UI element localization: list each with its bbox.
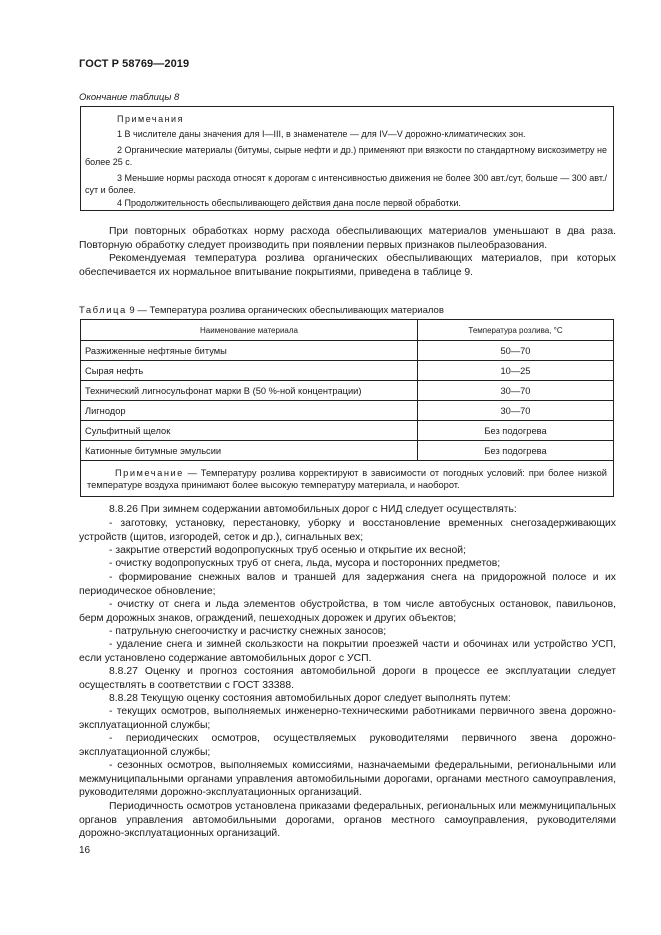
table-row — [81, 341, 614, 361]
paragraph-inspection-periodicity: Периодичность осмотров установлена приказами федеральных, региональных или межмуниципальных органов управления автомобильными дорогами, органов местного самоуправления, руководителями дорожно-эксплуатационных организаций. — [79, 801, 616, 839]
table-note-word: Примечание — [115, 467, 184, 478]
cell-material: Сульфитный щелок — [81, 421, 418, 441]
list-item: - периодических осмотров, осуществляемых руководителями первичного звена дорожно-эксплуатационной службы; — [79, 733, 616, 758]
table-continuation-caption: Окончание таблицы 8 — [79, 92, 180, 103]
table9 — [80, 319, 614, 497]
table-note-row — [81, 461, 614, 497]
list-item: - закрытие отверстий водопропускных труб осенью и открытие их весной; — [109, 545, 466, 556]
clause-8-8-28: 8.8.28 Текущую оценку состояния автомобильных дорог следует выполнять путем: — [109, 693, 511, 704]
list-item: - сезонных осмотров, выполняемых комиссиями, назначаемыми федеральными, региональными или межмуниципальными органами управления автомобильными дорогами, органами местного самоуправления, руководителями дорожно-эксплуатационных организаций. — [79, 760, 616, 798]
cell-temperature: 10—25 — [418, 361, 614, 381]
table-note-cell — [81, 461, 614, 497]
cell-material: Сырая нефть — [81, 361, 418, 381]
table-header-row — [81, 320, 614, 341]
list-item: - формирование снежных валов и траншей для задержания снега на придорожной полосе и их периодическое обновление; — [79, 572, 616, 597]
cell-material: Катионные битумные эмульсии — [81, 441, 418, 461]
list-item: - текущих осмотров, выполняемых инженерно-техническими работниками первичного звена дорожно-эксплуатационной службы; — [79, 706, 616, 731]
table9-title-text: 9 — Температура розлива органических обеспыливающих материалов — [129, 305, 444, 316]
table-row — [81, 441, 614, 461]
note-2: 2 Органические материалы (битумы, сырые нефти и др.) применяют при вязкости по стандартному вискозиметру не более 25 с. — [85, 145, 607, 167]
list-item: - заготовку, установку, перестановку, уборку и восстановление временных снегозадерживающих устройств (щитов, изгородей, сеток и др.), сигнальных вех; — [79, 518, 616, 543]
clause-8-8-27: 8.8.27 Оценку и прогноз состояния автомобильной дороги в процессе ее эксплуатации следует осуществлять в соответствии с ГОСТ 33388. — [79, 666, 616, 691]
table8-notes-box — [80, 106, 614, 211]
column-header-temperature: Температура розлива, °С — [418, 320, 614, 341]
page-number: 16 — [79, 845, 91, 856]
document-id-header: ГОСТ Р 58769—2019 — [79, 58, 190, 70]
list-item: - патрульную снегоочистку и расчистку снежных заносов; — [109, 626, 387, 637]
table-row — [81, 401, 614, 421]
table9-title-word: Таблица — [79, 305, 127, 316]
cell-temperature: Без подогрева — [418, 441, 614, 461]
table9-title — [79, 305, 444, 316]
list-item: - очистку от снега и льда элементов обустройства, в том числе автобусных остановок, павильонов, берм дорожных знаков, ограждений, пешеходных дорожек и других объектов; — [79, 599, 616, 624]
paragraph-repeat-treatment: При повторных обработках норму расхода обеспыливающих материалов уменьшают в два раза. Повторную обработку следует производить при появлении первых признаков пылеобразования. — [79, 226, 616, 251]
table-row — [81, 381, 614, 401]
note-3: 3 Меньшие нормы расхода относят к дорогам с интенсивностью движения не более 300 авт./сут, больше — 300 авт./сут и более. — [85, 173, 607, 195]
table-row — [81, 421, 614, 441]
table-note-text: — Температуру розлива корректируют в зависимости от погодных условий: при более низкой температуре воздуха принимают более высокую температуру материала, и наоборот. — [87, 467, 607, 490]
list-item: - очистку водопропускных труб от снега, льда, мусора и посторонних предметов; — [109, 558, 501, 569]
column-header-material: Наименование материала — [81, 320, 418, 341]
cell-material: Технический лигносульфонат марки В (50 %-ной концентрации) — [81, 381, 418, 401]
cell-material: Разжиженные нефтяные битумы — [81, 341, 418, 361]
table-row — [81, 361, 614, 381]
note-1: 1 В числителе даны значения для I—III, в знаменателе — для IV—V дорожно-климатических зон. — [117, 129, 526, 139]
notes-title: Примечания — [117, 114, 184, 124]
cell-temperature: 50—70 — [418, 341, 614, 361]
clause-8-8-26: 8.8.26 При зимнем содержании автомобильных дорог с НИД следует осуществлять: — [109, 504, 517, 515]
note-4: 4 Продолжительность обеспыливающего действия дана после первой обработки. — [117, 198, 461, 208]
cell-temperature: 30—70 — [418, 381, 614, 401]
list-item: - удаление снега и зимней скользкости на покрытии проезжей части и обочинах или устройство УСП, если установлено содержание автомобильных дорог с УСП. — [79, 639, 616, 664]
cell-material: Лигнодор — [81, 401, 418, 421]
cell-temperature: Без подогрева — [418, 421, 614, 441]
cell-temperature: 30—70 — [418, 401, 614, 421]
paragraph-temperature-ref: Рекомендуемая температура розлива органических обеспыливающих материалов, при которых обеспечивается их нормальное впитывание покрытиями, приведена в таблице 9. — [79, 253, 616, 278]
